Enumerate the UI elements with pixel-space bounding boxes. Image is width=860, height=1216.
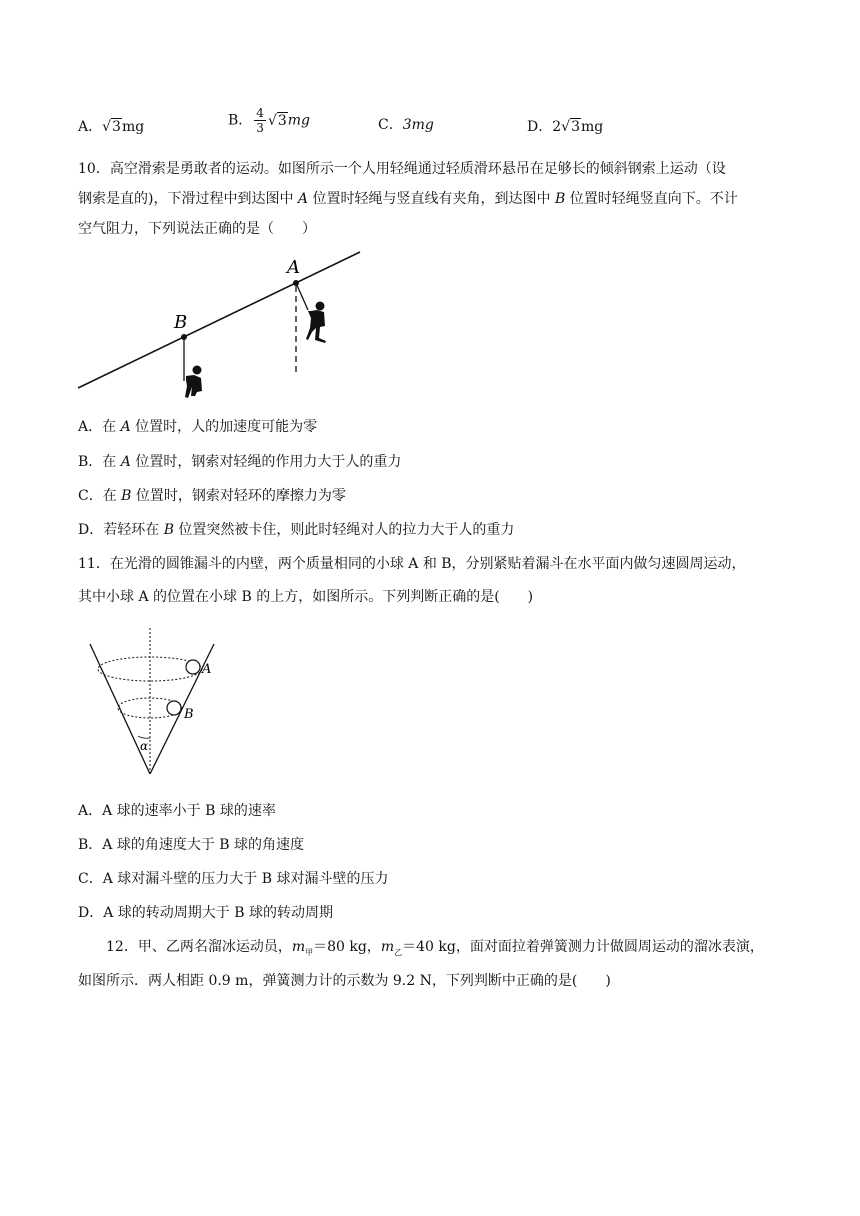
ball-a [186,660,200,674]
q11-option-a: A．A 球的速率小于 B 球的速率 [78,803,276,819]
q9-option-d [527,116,603,136]
q9-option-c-label: C． [378,117,403,133]
q9-option-a-unit: mg [121,119,145,135]
q10-var-b: B [554,191,566,207]
sqrt-symbol: √3 [561,119,580,135]
q10-option-var: B [163,522,174,538]
ball-b [167,701,181,715]
q10-option-text: B．在 [78,454,121,470]
q9-option-b [228,106,310,135]
q12-stem-line1 [106,936,764,958]
q12-mass-subscript: 乙 [394,947,403,957]
q10-text: 位置时轻绳与竖直线有夹角，到达图中 [308,191,555,207]
q9-option-c-value: 3mg [402,117,434,133]
q9-option-b-label: B． [228,112,253,129]
q10-option-b [78,451,401,471]
q9-option-d-label: D． [527,119,553,135]
q10-option-var: A [120,419,131,435]
sqrt-symbol: √3 [102,119,121,135]
q11-option-c: C．A 球对漏斗壁的压力大于 B 球对漏斗壁的压力 [78,871,389,887]
cone-wall-left [90,644,150,774]
q12-text: ＝40 kg，面对面拉着弹簧测力计做圆周运动的溜冰表演， [402,939,764,955]
zipline-figure [70,248,370,398]
person-b-icon [185,366,202,399]
q9-option-b-unit: mg [287,112,311,129]
sqrt-symbol: √3 [267,112,287,129]
q10-option-var: B [121,488,132,504]
q10-option-text: A．在 [78,419,121,435]
q12-mass-symbol: m [291,939,306,955]
q9-option-a [78,116,144,136]
cone-funnel-figure [80,626,230,781]
rope-a [296,283,308,310]
q10-option-a [78,416,317,436]
fig-label-b: B [174,312,188,333]
fig-label-a: A [202,662,212,677]
q9-option-c [378,114,434,134]
fig-label-alpha: α [140,739,149,753]
q10-option-var: A [120,454,131,470]
q10-option-text: 位置时，人的加速度可能为零 [130,419,318,435]
fraction-denominator: 3 [256,121,264,135]
q10-option-text: 位置时，钢索对轻绳的作用力大于人的重力 [130,454,402,470]
q10-text: 钢索是直的)，下滑过程中到达图中 [78,191,298,207]
q10-option-d [78,519,514,539]
fig-label-a: A [287,257,300,278]
q9-option-d-unit: mg [581,119,604,135]
q11-option-b: B．A 球的角速度大于 B 球的角速度 [78,837,305,853]
fraction-numerator: 4 [256,106,264,120]
q9-option-d-radicand: 3 [571,119,580,135]
q10-option-text: 位置突然被卡住，则此时轻绳对人的拉力大于人的重力 [173,522,515,538]
q10-option-c [78,485,346,505]
q11-stem-line2: 其中小球 A 的位置在小球 B 的上方，如图所示。下列判断正确的是( ) [78,589,534,605]
q11-stem-line1: 11．在光滑的圆锥漏斗的内壁，两个质量相同的小球 A 和 B，分别紧贴着漏斗在水平面内做匀速圆周运动， [78,556,746,572]
q10-var-a: A [297,191,309,207]
q9-option-a-label: A． [78,119,103,135]
q10-stem-line2 [78,188,738,208]
fraction [254,106,266,135]
q12-text: ＝80 kg， [313,939,381,955]
q12-text: 12．甲、乙两名溜冰运动员， [106,939,292,955]
q10-option-text: 位置时，钢索对轻环的摩擦力为零 [131,488,346,504]
q9-option-a-radicand: 3 [112,119,121,135]
q10-stem-line1: 10．高空滑索是勇敢者的运动。如图所示一个人用轻绳通过轻质滑环悬吊在足够长的倾斜钢索上运动（设 [78,161,726,177]
q9-option-b-radicand: 3 [277,112,287,129]
q12-mass-subscript: 甲 [305,947,314,957]
q10-text: 位置时轻绳竖直向下。不计 [565,191,738,207]
q12-stem-line2: 如图所示．两人相距 0.9 m，弹簧测力计的示数为 9.2 N，下列判断中正确的是( ) [78,973,611,989]
q9-option-d-coefficient: 2 [552,119,562,135]
q11-option-d: D．A 球的转动周期大于 B 球的转动周期 [78,905,333,921]
q12-mass-symbol: m [380,939,395,955]
q10-option-text: C．在 [78,488,122,504]
q10-stem-line3: 空气阻力，下列说法正确的是（ ） [78,221,316,237]
fig-label-b: B [184,707,194,722]
angle-arc [138,736,150,738]
q10-option-text: D．若轻环在 [78,522,164,538]
person-a-icon [306,302,326,344]
